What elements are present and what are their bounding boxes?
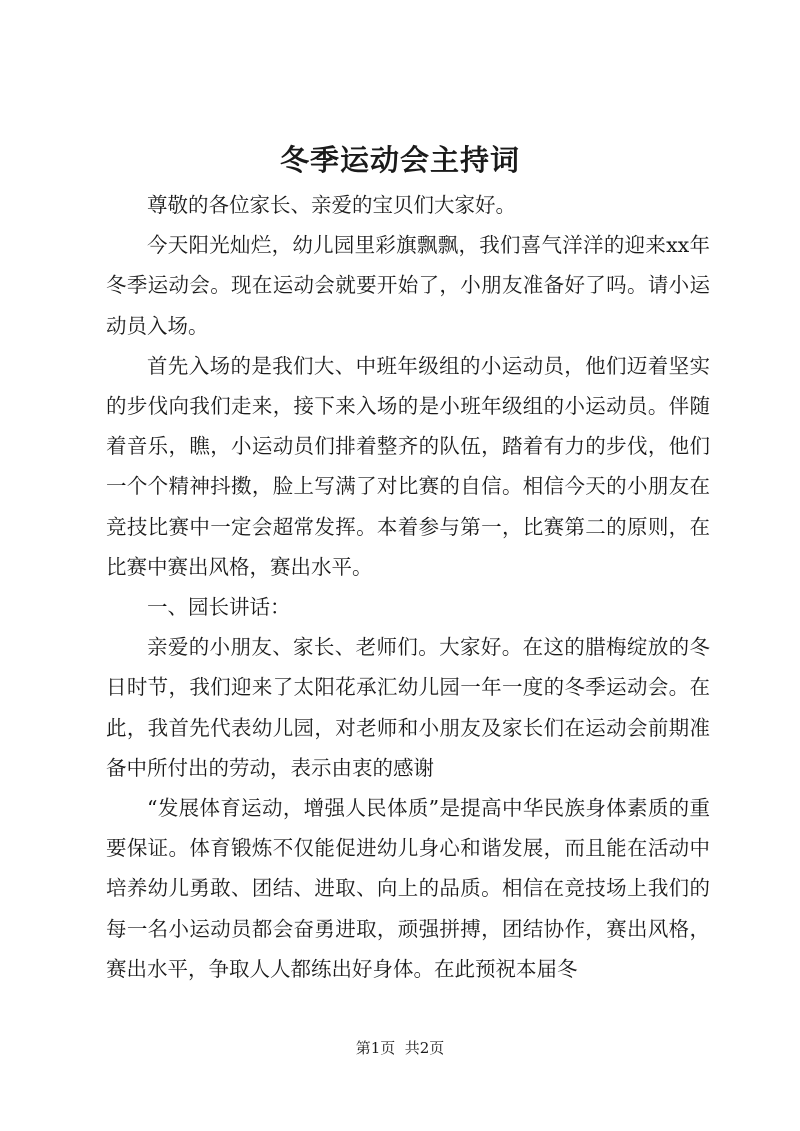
document-body [106, 185, 710, 989]
paragraph: “发展体育运动，增强人民体质”是提高中华民族身体素质的重要保证。体育锻炼不仅能促进幼儿身心和谐发展，而且能在活动中培养幼儿勇敢、团结、进取、向上的品质。相信在竞技场上我们的每一名小运动员都会奋勇进取，顽强拼搏，团结协作，赛出风格，赛出水平，争取人人都练出好身体。在此预祝本届冬 [106, 796, 710, 981]
page-title: 冬季运动会主持词 [279, 143, 520, 177]
page-number: 第1页 共2页 [355, 1039, 445, 1057]
paragraph: 首先入场的是我们大、中班年级组的小运动员，他们迈着坚实的步伐向我们走来，接下来入场的是小班年级组的小运动员。伴随着音乐，瞧，小运动员们排着整齐的队伍，踏着有力的步伐，他们一个个精神抖擞，脸上写满了对比赛的自信。相信今天的小朋友在竞技比赛中一定会超常发挥。本着参与第一，比赛第二的原则，在比赛中赛出风格，赛出水平。 [106, 353, 710, 579]
paragraph: 亲爱的小朋友、家长、老师们。大家好。在这的腊梅绽放的冬日时节，我们迎来了太阳花承汇幼儿园一年一度的冬季运动会。在此，我首先代表幼儿园，对老师和小朋友及家长们在运动会前期准备中所付出的劳动，表示由衷的感谢 [106, 635, 710, 780]
paragraph: 今天阳光灿烂，幼儿园里彩旗飘飘，我们喜气洋洋的迎来xx年冬季运动会。现在运动会就要开始了，小朋友准备好了吗。请小运动员入场。 [106, 233, 710, 338]
page-footer [0, 1038, 800, 1058]
section-heading: 一、园长讲话： [147, 595, 291, 620]
paragraph: 尊敬的各位家长、亲爱的宝贝们大家好。 [147, 193, 516, 217]
